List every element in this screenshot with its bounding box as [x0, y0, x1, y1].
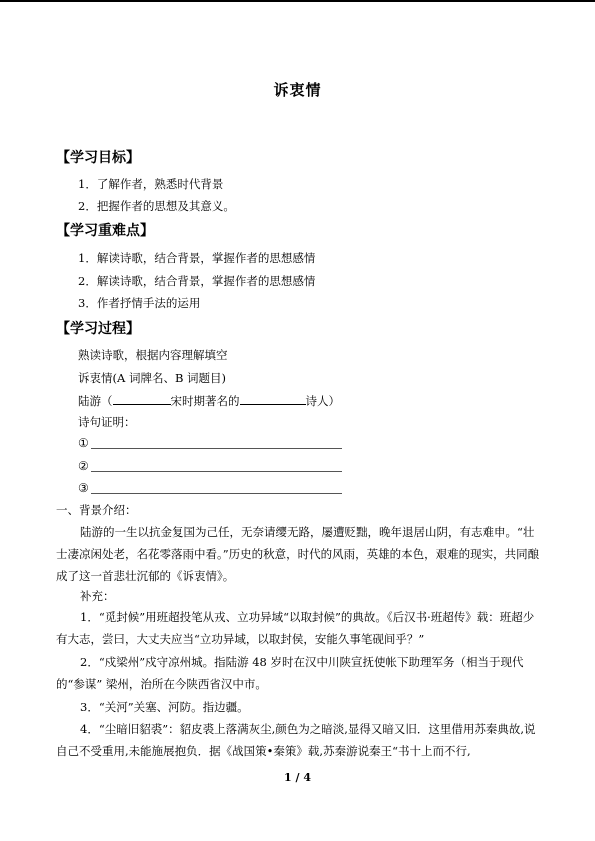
- poet-type-blank[interactable]: [240, 392, 306, 405]
- proof-blank-1[interactable]: [91, 448, 342, 449]
- author-fill-line: [78, 392, 340, 409]
- keypoint-item: 3．作者抒情手法的运用: [78, 296, 201, 310]
- author-prefix: 陆游（: [78, 394, 113, 408]
- proof-marker-3: ③: [78, 481, 89, 495]
- keypoint-item: 2．解读诗歌，结合背景，掌握作者的思想感情: [78, 274, 316, 288]
- poem-title-line: 诉衷情(A 词牌名、B 词题目): [78, 371, 227, 385]
- dynasty-blank[interactable]: [113, 392, 171, 405]
- top-rule: [0, 0, 595, 2]
- goal-item: 2．把握作者的思想及其意义。: [78, 199, 235, 213]
- process-intro: 熟读诗歌，根据内容理解填空: [78, 348, 228, 362]
- section-process-heading: 【学习过程】: [56, 321, 140, 337]
- author-mid: 宋时期著名的: [170, 394, 240, 408]
- page-number: 1 / 4: [284, 771, 311, 784]
- proof-marker-2: ②: [78, 459, 89, 473]
- section-keypoints-heading: 【学习重难点】: [56, 223, 154, 239]
- goal-item: 1．了解作者，熟悉时代背景: [78, 177, 224, 191]
- section-goals-heading: 【学习目标】: [56, 150, 140, 166]
- supplement-item-3: 3．“关河”关塞、河防。指边疆。: [80, 700, 249, 714]
- proof-marker-1: ①: [78, 436, 89, 450]
- supplement-label: 补充：: [80, 589, 115, 603]
- keypoint-item: 1．解读诗歌，结合背景，掌握作者的思想感情: [78, 251, 316, 265]
- background-heading: 一、背景介绍：: [56, 503, 137, 517]
- author-suffix: 诗人）: [305, 394, 340, 408]
- supplement-item-1: 1．“觅封候”用班超投笔从戎、立功异域“以取封候”的典故。《后汉书·班超传》载：班超少有大志，尝曰，大丈夫应当“立功异域，以取封侯，安能久事笔砚间乎？”: [56, 610, 535, 646]
- page-title: 诉衷情: [273, 81, 322, 99]
- supplement-item-4: 4．“尘暗旧貂裘”：貂皮裘上落满灰尘,颜色为之暗淡,显得又暗又旧．这里借用苏秦典故,说自己不受重用,未能施展抱负．据《战国策•秦策》载,苏秦游说秦王“书十上而不行,: [56, 722, 536, 758]
- proof-label: 诗句证明：: [78, 415, 136, 429]
- proof-blank-2[interactable]: [91, 471, 342, 472]
- proof-blank-3[interactable]: [91, 493, 342, 494]
- supplement-item-2: 2．“戍梁州”戍守凉州城。指陆游 48 岁时在汉中川陕宣抚使帐下助理军务（相当于现代的“参谋” 梁州，治所在今陕西省汉中市。: [56, 655, 524, 691]
- background-paragraph: 陆游的一生以抗金复国为己任，无奈请缨无路，屡遭贬黜，晚年退居山阴，有志难申。“壮士凄凉闲处老，名花零落雨中看。”历史的秋意，时代的风雨，英雄的本色，艰难的现实，共同酿成了这一首悲壮沉郁的《诉衷情》。: [56, 525, 540, 583]
